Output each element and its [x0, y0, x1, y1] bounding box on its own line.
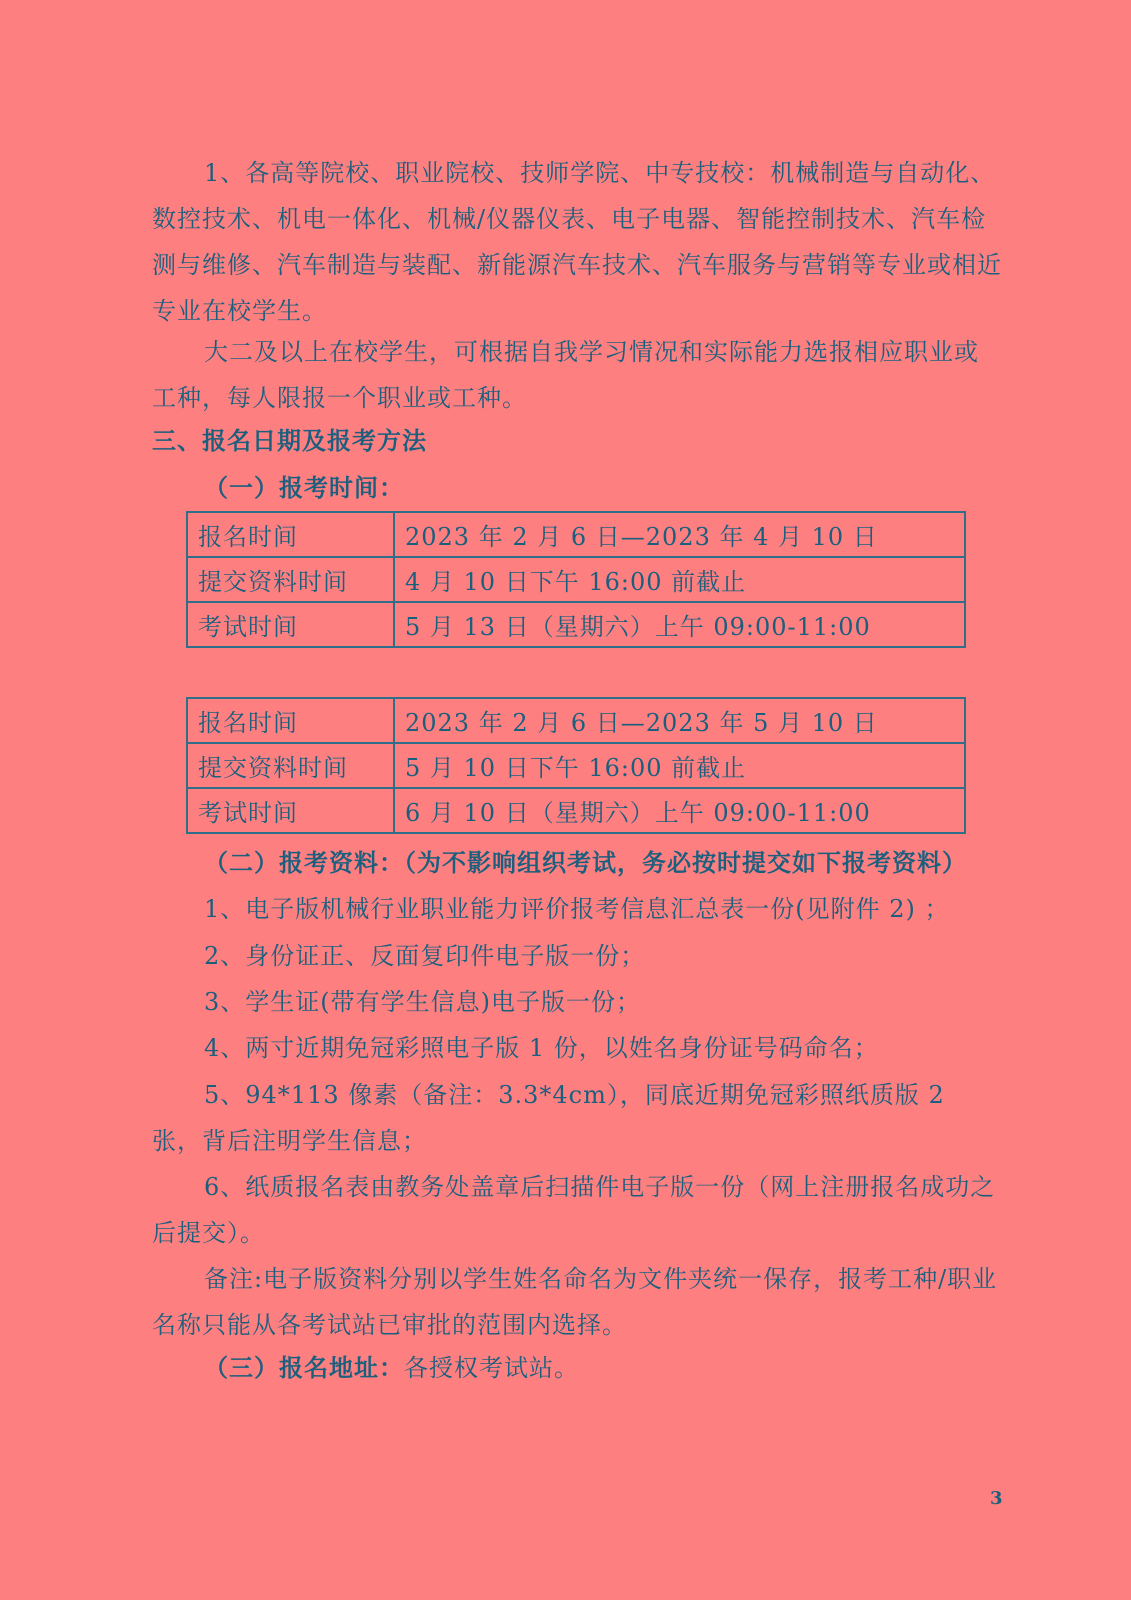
- page-number: 3: [990, 1488, 1003, 1509]
- subsection-3-label: （三）报名地址：: [204, 1353, 404, 1382]
- table-cell-value: 5 月 13 日（星期六）上午 09:00-11:00: [394, 602, 965, 647]
- table-cell-label: 考试时间: [187, 602, 394, 647]
- table-row: [187, 698, 965, 743]
- material-item: 4、两寸近期免冠彩照电子版 1 份，以姓名身份证号码命名；: [204, 1034, 879, 1062]
- table-cell-value: 4 月 10 日下午 16:00 前截止: [394, 557, 965, 602]
- material-item: 2、身份证正、反面复印件电子版一份；: [204, 942, 646, 970]
- table-cell-value: 5 月 10 日下午 16:00 前截止: [394, 743, 965, 788]
- table-cell-label: 提交资料时间: [187, 557, 394, 602]
- table-row: [187, 743, 965, 788]
- table-cell-label: 报名时间: [187, 698, 394, 743]
- paragraph-sophomore-note: 大二及以上在校学生，可根据自我学习情况和实际能力选报相应职业或工种，每人限报一个职业或工种。: [152, 338, 979, 412]
- section-3-heading: 三、报名日期及报考方法: [152, 426, 427, 455]
- schedule-table-1: [186, 511, 966, 648]
- subsection-1-heading: （一）报考时间：: [204, 473, 404, 502]
- material-item: 5、94*113 像素（备注：3.3*4cm），同底近期免冠彩照纸质版 2 张，背后注明学生信息；: [152, 1081, 945, 1155]
- subsection-2-heading: （二）报考资料：（为不影响组织考试，务必按时提交如下报考资料）: [204, 848, 967, 877]
- material-item: 3、学生证(带有学生信息)电子版一份；: [204, 988, 641, 1016]
- table-row: [187, 602, 965, 647]
- table-row: [187, 512, 965, 557]
- schedule-table-2: [186, 697, 966, 834]
- table-cell-label: 提交资料时间: [187, 743, 394, 788]
- subsection-3-value: 各授权考试站。: [404, 1354, 579, 1382]
- subsection-3-line: [204, 1345, 1054, 1391]
- table-cell-value: 2023 年 2 月 6 日—2023 年 5 月 10 日: [394, 698, 965, 743]
- table-cell-value: 2023 年 2 月 6 日—2023 年 4 月 10 日: [394, 512, 965, 557]
- material-item: 6、纸质报名表由教务处盖章后扫描件电子版一份（网上注册报名成功之后提交）。: [152, 1173, 996, 1247]
- paragraph-eligible-schools: 1、各高等院校、职业院校、技师学院、中专技校：机械制造与自动化、数控技术、机电一体化、机械/仪器仪表、电子电器、智能控制技术、汽车检测与维修、汽车制造与装配、新能源汽车技术、汽车服务与营销等专业或相近专业在校学生。: [152, 159, 1002, 325]
- table-row: [187, 557, 965, 602]
- material-item: 1、电子版机械行业职业能力评价报考信息汇总表一份(见附件 2) ；: [204, 895, 950, 923]
- table-cell-value: 6 月 10 日（星期六）上午 09:00-11:00: [394, 788, 965, 833]
- remark-paragraph: 备注:电子版资料分别以学生姓名命名为文件夹统一保存，报考工种/职业名称只能从各考试站已审批的范围内选择。: [152, 1265, 998, 1339]
- table-cell-label: 考试时间: [187, 788, 394, 833]
- table-row: [187, 788, 965, 833]
- table-cell-label: 报名时间: [187, 512, 394, 557]
